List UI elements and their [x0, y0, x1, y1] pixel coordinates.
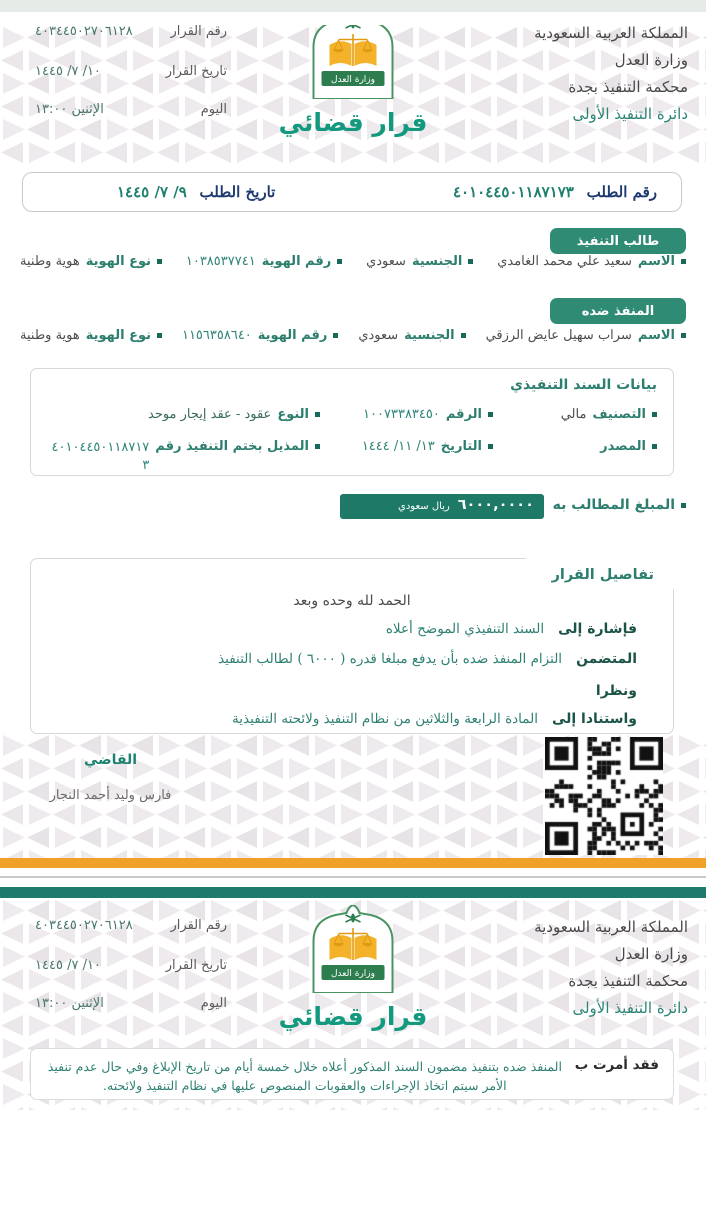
- bullet-square-icon: [157, 259, 162, 264]
- decision-number-value: ٤٠٣٤٤٥٠٢٧٠٦١٢٨: [35, 918, 133, 933]
- document-number-value: ١٠٠٧٣٣٨٣٤٥٠: [363, 407, 440, 422]
- respondent-fields-row: [20, 328, 686, 343]
- court-text: محكمة التنفيذ بجدة: [568, 78, 688, 96]
- requester-id-field: [186, 254, 342, 269]
- id-label: رقم الهوية: [257, 328, 328, 343]
- page1-header: [0, 25, 706, 163]
- amount-label: المبلغ المطالب به: [552, 497, 675, 513]
- bullet-square-icon: [652, 412, 657, 417]
- document-date-value: ١٣/ ١١/ ١٤٤٤: [361, 439, 435, 454]
- detail-row: [218, 651, 637, 667]
- respondent-badge: المنفذ ضده: [550, 298, 686, 324]
- requester-nationality-field: [366, 254, 473, 269]
- request-info-row: [22, 172, 682, 212]
- executive-document-box-title: بيانات السند التنفيذي: [510, 377, 657, 393]
- kingdom-name-text: المملكة العربية السعودية: [534, 918, 688, 936]
- request-number-group: [453, 183, 657, 201]
- name-value: سراب سهيل عايض الرزقي: [485, 328, 632, 343]
- request-date-label: تاريخ الطلب: [199, 183, 276, 201]
- bullet-square-icon: [488, 412, 493, 417]
- document-date-label: التاريخ: [440, 439, 482, 454]
- detail-row-text: السند التنفيذي الموضح أعلاه: [385, 621, 545, 637]
- detail-row: [386, 621, 637, 637]
- ministry-text: وزارة العدل: [614, 51, 688, 69]
- name-label: الاسم: [637, 328, 675, 343]
- decision-number-label: رقم القرار: [170, 918, 227, 933]
- bullet-square-icon: [681, 259, 686, 264]
- orange-separator-bar: [0, 858, 706, 868]
- order-text: المنفذ ضده بتنفيذ مضمون السند المذكور أعلاه خلال خمسة أيام من تاريخ الإبلاغ وفي حال عدم تنفيذ الأمر سيتم اتخاذ الإجراءات والعقوبات المنصوص عليها في نظام التنفيذ ولائحته.: [47, 1059, 562, 1094]
- detail-row-label: المتضمن: [576, 651, 637, 667]
- executive-document-box: [30, 368, 674, 476]
- decision-date-row: [35, 64, 227, 79]
- detail-row-text: المادة الرابعة والثلاثين من نظام التنفيذ ولائحته التنفيذية: [232, 711, 538, 727]
- amount-label-group: [553, 497, 686, 513]
- bullet-square-icon: [488, 444, 493, 449]
- respondent-idtype-field: [20, 328, 162, 343]
- document-type-field: [148, 407, 320, 422]
- document-title: قرار قضائي: [278, 108, 428, 137]
- bullet-square-icon: [461, 333, 466, 338]
- bullet-square-icon: [157, 333, 162, 338]
- execution-stamp-label: المذيل بختم التنفيذ رقم: [155, 439, 309, 454]
- document-type-value: عقود - عقد إيجار موحد: [147, 407, 272, 422]
- id-value: ١٠٣٨٥٣٧٧٤١: [185, 254, 256, 269]
- decision-date-value: ١٠/ ٧/ ١٤٤٥: [35, 64, 101, 79]
- respondent-id-field: [182, 328, 338, 343]
- nationality-label: الجنسية: [411, 254, 463, 269]
- decision-date-label: تاريخ القرار: [165, 64, 227, 79]
- logo-banner-text: وزارة العدل: [331, 969, 375, 979]
- day-label: اليوم: [200, 102, 227, 117]
- respondent-name-field: [486, 328, 686, 343]
- amount-value: ٦٠٠٠,٠٠٠٠: [457, 497, 534, 513]
- day-value: الإثنين ١٣:٠٠: [35, 102, 104, 117]
- requester-name-field: [497, 254, 686, 269]
- nationality-value: سعودي: [366, 254, 406, 269]
- decision-number-row: [35, 25, 227, 39]
- page2-header: [0, 905, 706, 1050]
- bullet-square-icon: [468, 259, 473, 264]
- judge-name: فارس وليد أحمد النجار: [49, 788, 172, 803]
- top-strip: [0, 0, 706, 12]
- praise-line: الحمد لله وحده وبعد: [293, 593, 411, 609]
- name-value: سعيد علي محمد الغامدي: [497, 254, 632, 269]
- respondent-nationality-field: [358, 328, 465, 343]
- document-number-label: الرقم: [445, 407, 482, 422]
- detail-row-label: واستنادا إلى: [551, 711, 637, 727]
- document-type-label: النوع: [277, 407, 309, 422]
- request-date-group: [117, 183, 275, 201]
- gray-separator-line: [0, 876, 706, 878]
- requester-fields-row: [20, 254, 686, 269]
- detail-row-label: فإشارة إلى: [558, 621, 637, 637]
- nationality-label: الجنسية: [404, 328, 455, 343]
- request-number-label: رقم الطلب: [586, 183, 657, 201]
- kingdom-name-text: المملكة العربية السعودية: [534, 25, 688, 42]
- order-label: فقد أمرت ب: [574, 1057, 659, 1073]
- bullet-square-icon: [337, 259, 342, 264]
- amount-currency: ريال سعودي: [398, 501, 450, 512]
- execution-stamp-value: ٤٠١٠٤٤٥٠١١٨٧١٧٣: [51, 440, 150, 473]
- ministry-text: وزارة العدل: [614, 945, 688, 963]
- logo-banner-text: وزارة العدل: [331, 75, 375, 85]
- bullet-square-icon: [652, 444, 657, 449]
- bullet-square-icon: [315, 412, 320, 417]
- detail-row-label: ونظرا: [595, 683, 637, 699]
- detail-row: [582, 683, 637, 699]
- idtype-value: هوية وطنية: [20, 328, 80, 343]
- decision-date-label: تاريخ القرار: [165, 958, 227, 973]
- classification-field: [561, 407, 657, 422]
- decision-date-value: ١٠/ ٧/ ١٤٤٥: [35, 958, 101, 973]
- decision-details-box: [30, 558, 674, 734]
- circuit-text: دائرة التنفيذ الأولى: [572, 105, 688, 123]
- requester-idtype-field: [20, 254, 162, 269]
- amount-badge: [340, 494, 544, 519]
- ministry-of-justice-logo: [306, 905, 401, 997]
- nationality-value: سعودي: [358, 328, 399, 343]
- court-text: محكمة التنفيذ بجدة: [568, 972, 688, 990]
- requester-badge: طالب التنفيذ: [550, 228, 686, 254]
- day-value: الإثنين ١٣:٠٠: [35, 996, 104, 1011]
- id-label: رقم الهوية: [261, 254, 332, 269]
- name-label: الاسم: [637, 254, 675, 269]
- decision-number-value: ٤٠٣٤٤٥٠٢٧٠٦١٢٨: [35, 25, 133, 39]
- source-field: [594, 439, 657, 454]
- decision-date-row: [35, 958, 227, 973]
- decision-number-row: [35, 918, 227, 933]
- bullet-square-icon: [681, 333, 686, 338]
- judge-block: [28, 752, 193, 803]
- qr-code: [545, 737, 663, 855]
- document-number-field: [363, 407, 493, 422]
- decision-number-label: رقم القرار: [170, 25, 227, 39]
- bullet-square-icon: [315, 444, 320, 449]
- request-number-value: ٤٠١٠٤٤٥٠١١٨٧١٧٣: [453, 183, 574, 201]
- id-value: ١١٥٦٣٥٨٦٤٠: [181, 328, 252, 343]
- idtype-value: هوية وطنية: [20, 254, 80, 269]
- document-date-field: [362, 439, 493, 454]
- bullet-square-icon: [333, 333, 338, 338]
- teal-separator-bar: [0, 887, 706, 898]
- ministry-of-justice-logo: [306, 25, 401, 103]
- idtype-label: نوع الهوية: [85, 254, 152, 269]
- order-box: [30, 1048, 674, 1100]
- document-title: قرار قضائي: [278, 1002, 428, 1031]
- circuit-text: دائرة التنفيذ الأولى: [572, 999, 688, 1017]
- decision-details-title: تفاصيل القرار: [526, 553, 674, 589]
- detail-row-text: التزام المنفذ ضده بأن يدفع مبلغا قدره ( ٦٠٠٠ ) لطالب التنفيذ: [218, 651, 563, 667]
- source-label: المصدر: [600, 439, 646, 454]
- classification-value: مالي: [560, 407, 587, 422]
- bullet-square-icon: [681, 503, 686, 508]
- idtype-label: نوع الهوية: [85, 328, 152, 343]
- execution-stamp-field: [51, 439, 320, 474]
- request-date-value: ٩/ ٧/ ١٤٤٥: [117, 183, 187, 201]
- judge-title: القاضي: [83, 752, 138, 768]
- detail-row: [232, 711, 637, 727]
- day-label: اليوم: [200, 996, 227, 1011]
- classification-label: التصنيف: [592, 407, 646, 422]
